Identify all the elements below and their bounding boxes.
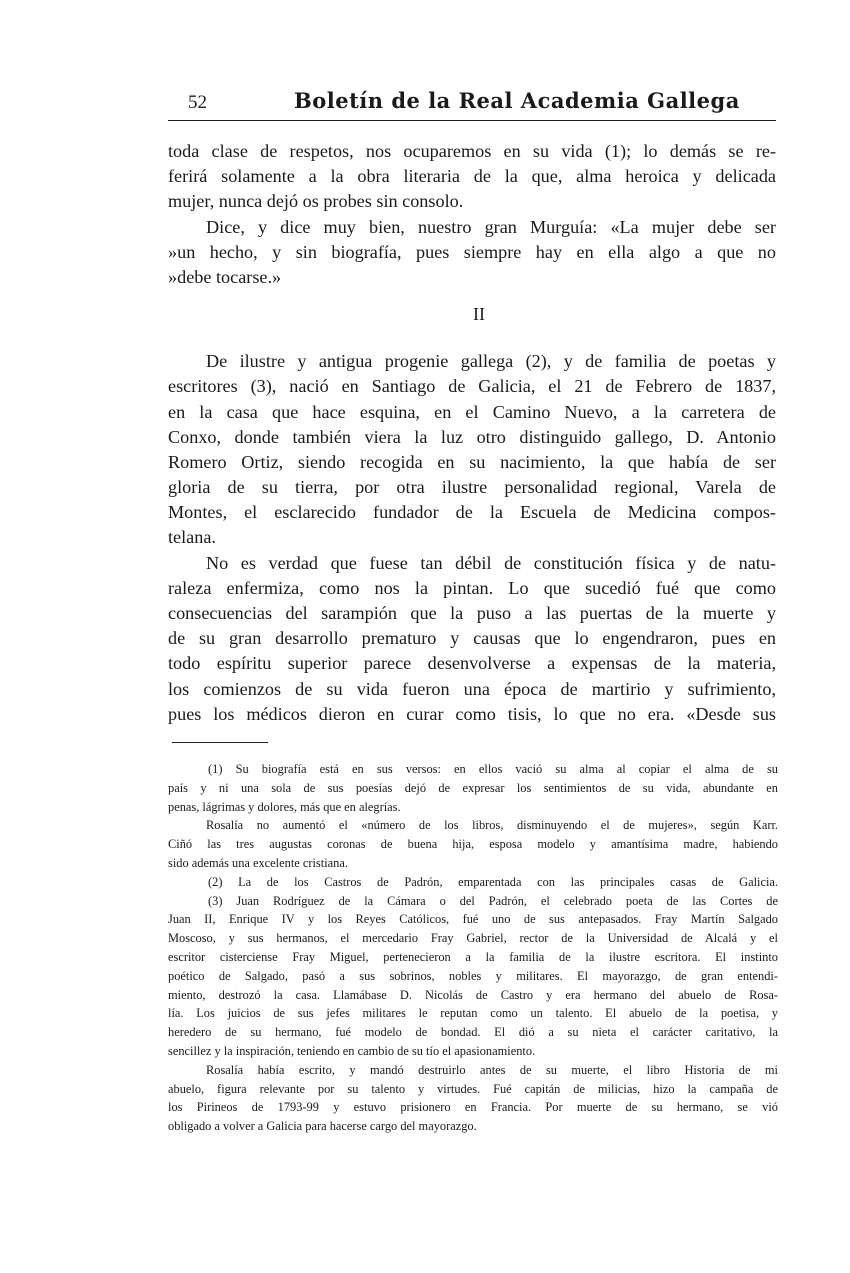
- footnote-line: abuelo, figura relevante por su talento y virtudes. Fué capitán de milicias, hizo la campaña de: [168, 1081, 778, 1096]
- text-line: Romero Ortiz, siendo recogida en su nacimiento, la que había de ser: [168, 451, 776, 472]
- text-line: Conxo, donde también viera la luz otro distinguido gallego, D. Antonio: [168, 426, 776, 447]
- text-line: raleza enfermiza, como nos la pintan. Lo que sucedió fué que como: [168, 577, 776, 598]
- footnote-line: Rosalía había escrito, y mandó destruirlo antes de su muerte, el libro Historia de mi: [206, 1062, 778, 1077]
- footnote-divider: [172, 742, 268, 743]
- footnote-line: (3) Juan Rodríguez de la Cámara o del Padrón, el celebrado poeta de las Cortes de: [208, 893, 778, 908]
- footnote-line: los Pirineos de 1793-99 y estuvo prisionero en Francia. Por muerte de su hermano, se vió: [168, 1100, 778, 1115]
- text-line: No es verdad que fuese tan débil de constitución física y de natu-: [206, 552, 776, 573]
- footnote-line: sencillez y la inspiración, teniendo en cambio de su tío el apasionamiento.: [168, 1043, 536, 1058]
- footnote-line: (2) La de los Castros de Padrón, emparentada con las principales casas de Galicia.: [208, 874, 778, 889]
- running-title: Boletín de la Real Academia Gallega: [294, 88, 740, 113]
- footnote-line: miento, destrozó la casa. Llamábase D. Nicolás de Castro y era hermano del abuelo de Rosa-: [168, 987, 778, 1002]
- footnote-line: sido además una excelente cristiana.: [168, 855, 348, 870]
- section-heading: II: [473, 304, 485, 325]
- text-line: en la casa que hace esquina, en el Camino Nuevo, a la carretera de: [168, 401, 776, 422]
- text-line: Dice, y dice muy bien, nuestro gran Murguía: «La mujer debe ser: [206, 216, 776, 237]
- footnotes: [168, 760, 778, 1136]
- text-line: todo espíritu superior parece desenvolverse a expensas de la materia,: [168, 653, 776, 674]
- footnote-line: Ciñó las tres augustas coronas de buena hija, esposa modelo y amantísima madre, habiendo: [168, 837, 778, 852]
- page-number: 52: [188, 92, 207, 113]
- text-line: Montes, el esclarecido fundador de la Escuela de Medicina compos-: [168, 502, 776, 523]
- text-line: los comienzos de su vida fueron una época de martirio y sufrimiento,: [168, 678, 776, 699]
- footnote-line: Moscoso, y sus hermanos, el mercedario Fray Gabriel, rector de la Universidad de Alcalá y el: [168, 931, 778, 946]
- footnote-line: (1) Su biografía está en sus versos: en ellos vació su alma al copiar el alma de su: [208, 762, 778, 776]
- footnote-line: poético de Salgado, pasó a sus sobrinos, nobles y militares. El mayorazgo, de gran entendi-: [168, 968, 778, 983]
- text-line: de su gran desarrollo prematuro y causas que lo engendraron, pues en: [168, 628, 776, 649]
- text-line: De ilustre y antigua progenie gallega (2), y de familia de poetas y: [206, 351, 776, 372]
- text-line: ferirá solamente a la obra literaria de la que, alma heroica y delicada: [168, 166, 776, 187]
- footnote-line: penas, lágrimas y dolores, más que en alegrías.: [168, 799, 401, 814]
- text-line: gloria de su tierra, por otra ilustre personalidad regional, Varela de: [168, 477, 776, 498]
- footnote-line: obligado a volver a Galicia para hacerse cargo del mayorazgo.: [168, 1119, 477, 1134]
- text-line: consecuencias del sarampión que la puso a las puertas de la muerte y: [168, 603, 776, 623]
- footnote-line: lía. Los juicios de sus jefes militares le reputan como un talento. El abuelo de la poetisa, y: [168, 1006, 778, 1021]
- text-line: pues los médicos dieron en curar como tisis, lo que no era. «Desde sus: [168, 703, 776, 724]
- footnote-line: escritor cisterciense Fray Miguel, pertenecieron a la familia de la ilustre escritora. El instinto: [168, 949, 778, 964]
- text-line: mujer, nunca dejó os probes sin consolo.: [168, 191, 464, 212]
- main-text: [168, 139, 776, 727]
- text-line: toda clase de respetos, nos ocuparemos en su vida (1); lo demás se re-: [168, 141, 776, 161]
- footnote-line: heredero de su hermano, fué modelo de bondad. El dió a su nieta el carácter caritativo, la: [168, 1025, 778, 1040]
- text-line: »un hecho, y sin biografía, pues siempre hay en ella algo a que no: [168, 241, 776, 262]
- footnote-line: país y ni una sola de sus poesías dejó de expresar los sentimientos de su vida, abundante en: [168, 780, 778, 795]
- page-header: [168, 88, 776, 121]
- text-line: escritores (3), nació en Santiago de Galicia, el 21 de Febrero de 1837,: [168, 376, 776, 397]
- text-line: telana.: [168, 527, 216, 548]
- footnote-line: Rosalía no aumentó el «número de los libros, disminuyendo el de mujeres», según Karr.: [206, 818, 778, 833]
- footnote-line: Juan II, Enrique IV y los Reyes Católicos, fué uno de sus antepasados. Fray Martín Salgado: [168, 912, 778, 927]
- text-line: »debe tocarse.»: [168, 266, 282, 287]
